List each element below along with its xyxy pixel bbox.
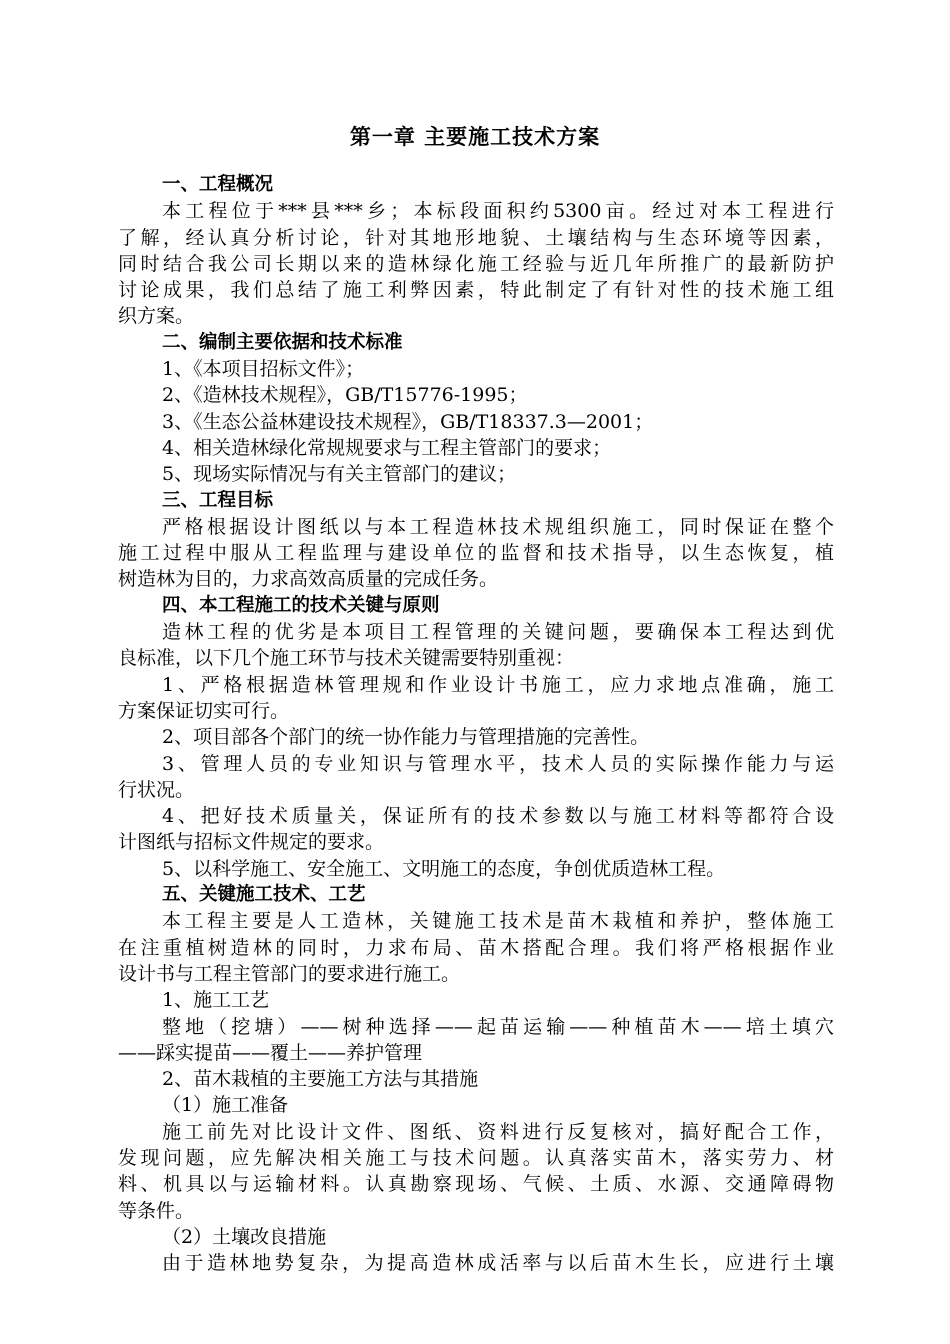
body-line: 施工过程中服从工程监理与建设单位的监督和技术指导，以生态恢复，植: [118, 542, 834, 565]
document-body: [118, 172, 834, 1276]
body-line: 讨论成果，我们总结了施工利弊因素，特此制定了有针对性的技术施工组: [118, 279, 834, 302]
body-line: 5、现场实际情况与有关主管部门的建议；: [162, 463, 517, 486]
body-line: 4、把好技术质量关，保证所有的技术参数以与施工材料等都符合设: [162, 805, 834, 828]
body-line: 4、相关造林绿化常规规要求与工程主管部门的要求；: [162, 436, 612, 459]
body-line: 严格根据设计图纸以与本工程造林技术规组织施工，同时保证在整个: [162, 515, 834, 538]
body-line: 同时结合我公司长期以来的造林绿化施工经验与近几年所推广的最新防护: [118, 252, 834, 275]
body-line: 1、严格根据造林管理规和作业设计书施工，应力求地点准确，施工: [162, 673, 834, 696]
body-line: 计图纸与招标文件规定的要求。: [118, 831, 385, 854]
body-line: 1、《本项目招标文件》；: [162, 358, 365, 381]
subsection-heading: （2）土壤改良措施: [162, 1225, 327, 1248]
body-line: 造林工程的优劣是本项目工程管理的关键问题，要确保本工程达到优: [162, 621, 834, 644]
body-line: 在注重植树造林的同时，力求布局、苗木搭配合理。我们将严格根据作业: [118, 936, 834, 959]
section-heading: 五、关键施工技术、工艺: [162, 884, 366, 906]
body-line: 良标准，以下几个施工环节与技术关键需要特别重视：: [118, 647, 575, 670]
body-line: 织方案。: [118, 305, 195, 328]
body-line: 本工程主要是人工造林，关键施工技术是苗木栽植和养护，整体施工: [162, 910, 834, 933]
body-line: 料、机具以与运输材料。认真勘察现场、气候、土质、水源、交通障碍物: [118, 1173, 834, 1196]
body-line: 树造林为目的，力求高效高质量的完成任务。: [118, 568, 499, 591]
section-heading: 二、编制主要依据和技术标准: [162, 331, 403, 353]
body-line: 3、《生态公益林建设技术规程》，GB/T18337.3—2001；: [162, 410, 654, 433]
body-line: 等条件。: [118, 1199, 195, 1222]
body-line: 2、苗木栽植的主要施工方法与其措施: [162, 1068, 479, 1091]
body-line: 1、施工工艺: [162, 989, 270, 1012]
body-line: 5、以科学施工、安全施工、文明施工的态度，争创优质造林工程。: [162, 857, 726, 880]
section-heading: 四、本工程施工的技术关键与原则: [162, 594, 440, 616]
body-line: 了解，经认真分析讨论，针对其地形地貌、土壤结构与生态环境等因素，: [118, 226, 834, 249]
section-heading: 一、工程概况: [162, 174, 274, 195]
chapter-title: 第一章 主要施工技术方案: [349, 125, 601, 149]
body-line: 发现问题，应先解决相关施工与技术问题。认真落实苗木，落实劳力、材: [118, 1146, 834, 1169]
body-line: 由于造林地势复杂，为提高造林成活率与以后苗木生长，应进行土壤: [162, 1252, 834, 1275]
body-line: 3、管理人员的专业知识与管理水平，技术人员的实际操作能力与运: [162, 752, 834, 775]
body-line: 行状况。: [118, 778, 195, 801]
body-line: 本工程位于***县***乡；本标段面积约5300亩。经过对本工程进行: [162, 200, 834, 223]
body-line: 设计书与工程主管部门的要求进行施工。: [118, 962, 461, 985]
body-line: ——踩实提苗——覆土——养护管理: [118, 1041, 423, 1064]
body-line: 2、项目部各个部门的统一协作能力与管理措施的完善性。: [162, 726, 650, 749]
section-heading: 三、工程目标: [162, 489, 274, 511]
body-line: 施工前先对比设计文件、图纸、资料进行反复核对，搞好配合工作，: [162, 1120, 834, 1143]
body-line: 整地（挖塘）——树种选择——起苗运输——种植苗木——培土填穴: [162, 1015, 834, 1038]
body-line: 2、《造林技术规程》，GB/T15776-1995；: [162, 384, 528, 407]
subsection-heading: （1）施工准备: [162, 1094, 289, 1117]
body-line: 方案保证切实可行。: [118, 699, 290, 722]
